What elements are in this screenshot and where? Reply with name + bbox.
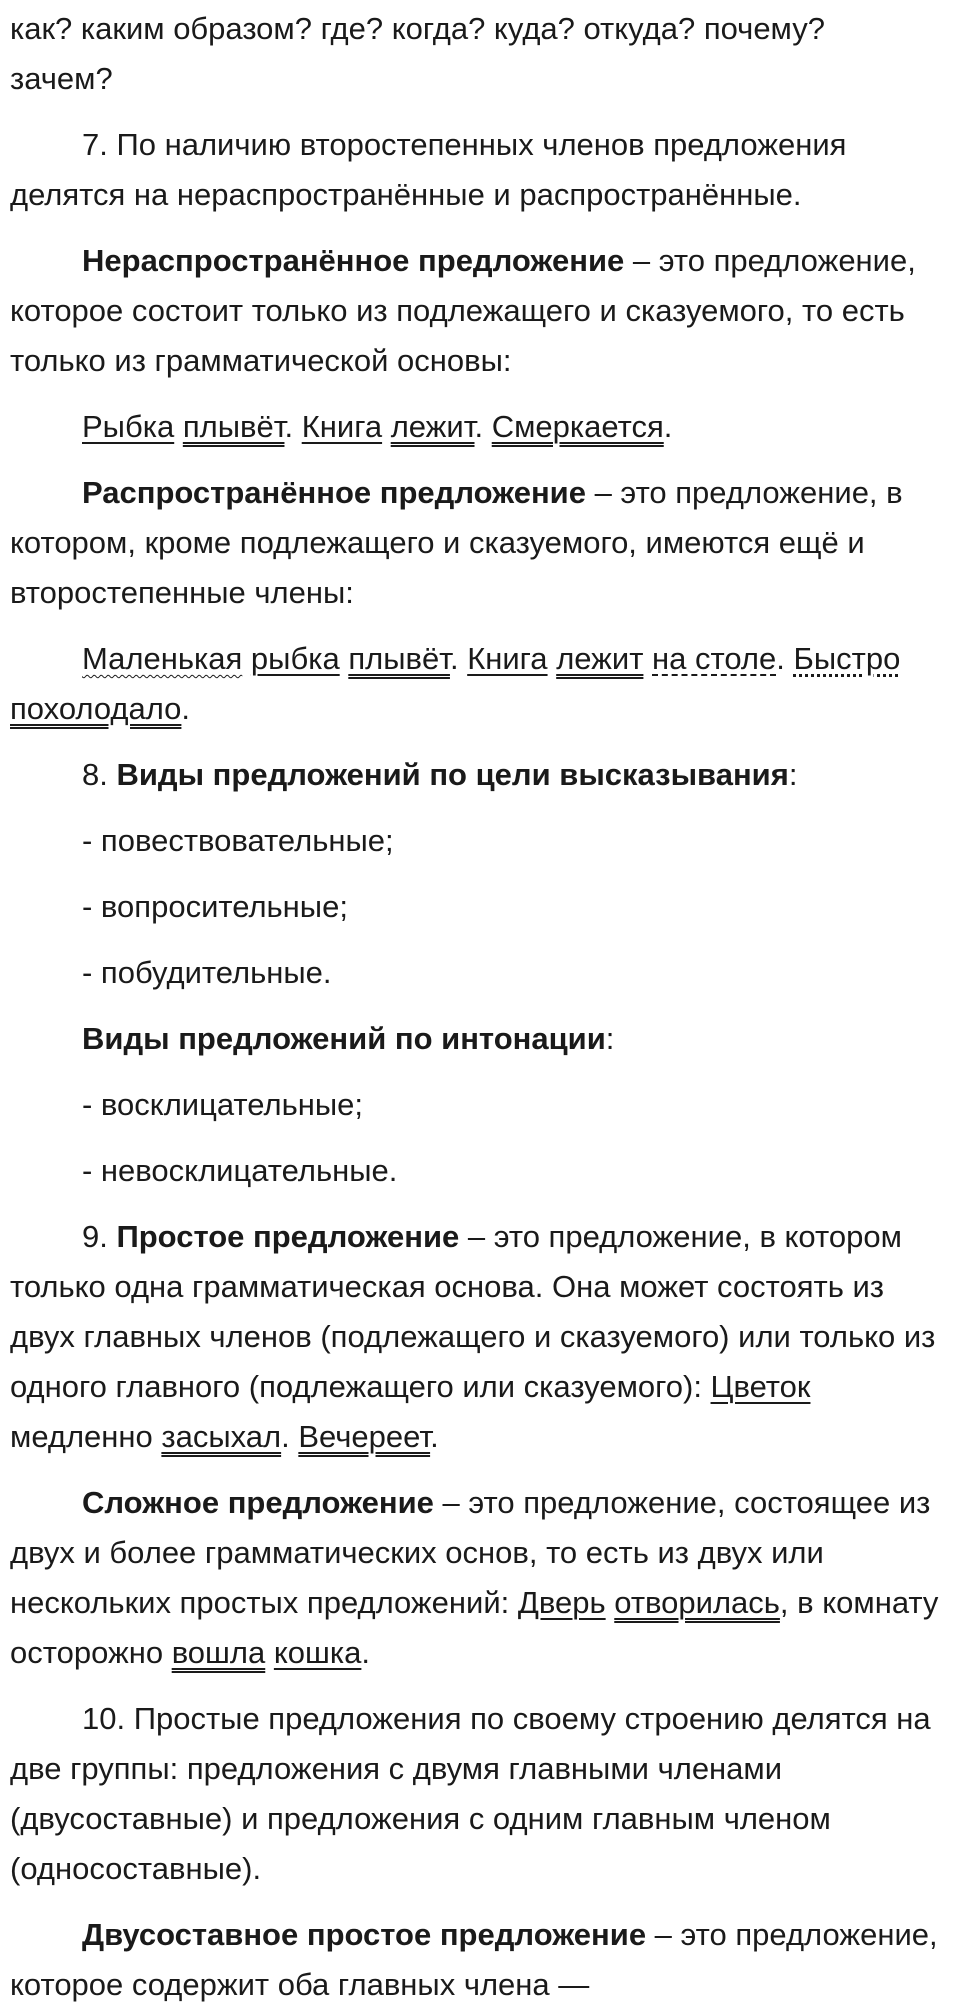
term-extended: Распространённое предложение bbox=[82, 475, 586, 510]
predicate-word: лежит bbox=[556, 641, 644, 676]
heading-intonation-types: Виды предложений по интонации: bbox=[82, 1021, 615, 1056]
predicate-word: лежит bbox=[390, 409, 475, 444]
object-phrase: на столе bbox=[652, 641, 777, 676]
predicate-word: вошла bbox=[171, 1635, 266, 1670]
paragraph-two-part-sentence bbox=[10, 1910, 950, 2010]
text-line: зачем? bbox=[10, 61, 113, 96]
example-text: медленно bbox=[10, 1419, 162, 1454]
list-item bbox=[10, 882, 950, 932]
subject-word: кошка bbox=[273, 1635, 362, 1670]
paragraph-extended-definition bbox=[10, 468, 950, 618]
definition-text: – это предложение, которое содержит оба главных члена — bbox=[10, 1917, 938, 2002]
subject-word: рыбка bbox=[250, 641, 340, 676]
subject-word: Книга bbox=[467, 641, 548, 676]
paragraph-simple-sentence: 9. Простое предложение – это предложение, в котором только одна грамматическая основа. Она может состоять из двух главных членов (подлежащего и сказуемого) или только из одного главного (подлежащего или сказуемого): Цветок медленно засыхал. Вечереет. bbox=[10, 1219, 936, 1454]
predicate-word: засыхал bbox=[161, 1419, 282, 1454]
list-item bbox=[10, 816, 950, 866]
predicate-word: Вечереет bbox=[298, 1419, 431, 1454]
definition-text: – это предложение, в котором, кроме подлежащего и сказуемого, имеются ещё и второстепенные члены: bbox=[10, 475, 903, 610]
paragraph-nonextended-examples: Рыбка плывёт. Книга лежит. Смеркается. bbox=[82, 409, 673, 444]
list-item-text: - побудительные. bbox=[82, 955, 332, 990]
subject-word: Книга bbox=[301, 409, 383, 444]
heading-purpose-types: 8. Виды предложений по цели высказывания: bbox=[82, 757, 798, 792]
term-simple: Простое предложение bbox=[116, 1219, 460, 1254]
term-complex: Сложное предложение bbox=[82, 1485, 434, 1520]
paragraph-nonextended-definition bbox=[10, 236, 950, 386]
list-item-text: - невосклицательные. bbox=[82, 1153, 398, 1188]
heading-text: Виды предложений по цели высказывания bbox=[116, 757, 789, 792]
term-two-part: Двусоставное простое предложение bbox=[82, 1917, 647, 1952]
list-item-text: - повествовательные; bbox=[82, 823, 394, 858]
paragraph-section-7 bbox=[10, 120, 950, 220]
list-item bbox=[10, 1080, 950, 1130]
definition-text: – это предложение, состоящее из двух и более грамматических основ, то есть из двух или нескольких простых предложений: bbox=[10, 1485, 931, 1620]
paragraph-extended-examples: Маленькая рыбка плывёт. Книга лежит на столе. Быстро похолодало. bbox=[10, 641, 901, 726]
list-item bbox=[10, 1146, 950, 1196]
definition-text: – это предложение, которое состоит только из подлежащего и сказуемого, то есть только из грамматической основы: bbox=[10, 243, 916, 378]
section-number: 8. bbox=[82, 757, 117, 792]
predicate-word: плывёт bbox=[182, 409, 285, 444]
heading-text: Виды предложений по интонации bbox=[82, 1021, 606, 1056]
section-7-text: 7. По наличию второстепенных членов предложения делятся на нераспространённые и распространённые. bbox=[10, 127, 847, 212]
section-10-text: 10. Простые предложения по своему строению делятся на две группы: предложения с двумя главными членами (двусоставные) и предложения с одним главным членом (односоставные). bbox=[10, 1701, 931, 1886]
subject-word: Цветок bbox=[710, 1369, 811, 1404]
text-line: как? каким образом? где? когда? куда? откуда? почему? bbox=[10, 11, 825, 46]
predicate-word: Смеркается bbox=[491, 409, 664, 444]
list-item bbox=[10, 948, 950, 998]
adverbial-word: Быстро bbox=[793, 641, 901, 676]
predicate-word: плывёт bbox=[348, 641, 450, 676]
paragraph-section-10 bbox=[10, 1694, 950, 1894]
paragraph-complex-sentence: Сложное предложение – это предложение, состоящее из двух и более грамматических основ, то есть из двух или нескольких простых предложений: Дверь отворилась, в комнату осторожно вошла кошка. bbox=[10, 1485, 939, 1670]
list-item-text: - восклицательные; bbox=[82, 1087, 363, 1122]
list-item-text: - вопросительные; bbox=[82, 889, 348, 924]
subject-word: Дверь bbox=[517, 1585, 606, 1620]
definition-text: – это предложение, в котором только одна грамматическая основа. Она может состоять из двух главных членов (подлежащего и сказуемого) или только из одного главного (подлежащего или сказуемого): bbox=[10, 1219, 936, 1404]
paragraph-question-words bbox=[10, 4, 950, 104]
subject-word: Рыбка bbox=[82, 409, 175, 444]
term-nonextended: Нераспространённое предложение bbox=[82, 243, 625, 278]
section-number: 9. bbox=[82, 1219, 117, 1254]
attribute-word: Маленькая bbox=[82, 641, 243, 676]
predicate-word: отворилась bbox=[614, 1585, 780, 1620]
example-text: , в комнату осторожно bbox=[10, 1585, 939, 1670]
predicate-word: похолодало bbox=[10, 691, 182, 726]
